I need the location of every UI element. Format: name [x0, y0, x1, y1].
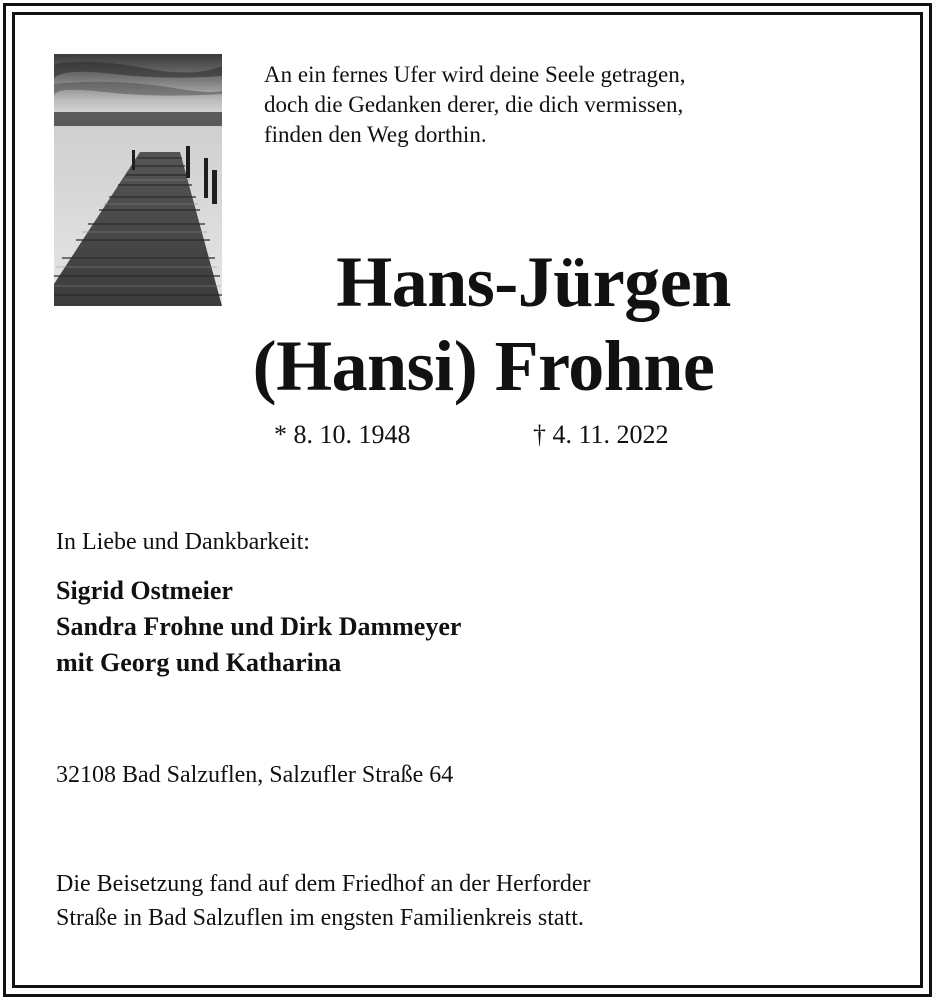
birth-date: * 8. 10. 1948 [274, 420, 411, 449]
mourners-list [56, 573, 461, 681]
deceased-name [100, 240, 867, 408]
mourner-name: Sigrid Ostmeier [56, 576, 233, 605]
mourner-name: Sandra Frohne und Dirk Dammeyer [56, 612, 462, 641]
burial-notice [56, 867, 590, 935]
death-date: † 4. 11. 2022 [533, 420, 669, 449]
burial-line: Die Beisetzung fand auf dem Friedhof an der Herforder [56, 871, 591, 897]
mourners-intro: In Liebe und Dankbarkeit: [56, 529, 310, 555]
deceased-name-line-1: Hans-Jürgen [336, 242, 731, 322]
poem [264, 60, 864, 150]
poem-line: An ein fernes Ufer wird deine Seele getragen, [264, 62, 686, 87]
address: 32108 Bad Salzuflen, Salzufler Straße 64 [56, 762, 454, 788]
deceased-name-line-2: (Hansi) Frohne [252, 326, 715, 406]
poem-line: doch die Gedanken derer, die dich vermissen, [264, 92, 684, 117]
burial-line: Straße in Bad Salzuflen im engsten Familienkreis statt. [56, 905, 584, 931]
mourner-name: mit Georg und Katharina [56, 648, 342, 677]
poem-line: finden den Weg dorthin. [264, 122, 487, 147]
